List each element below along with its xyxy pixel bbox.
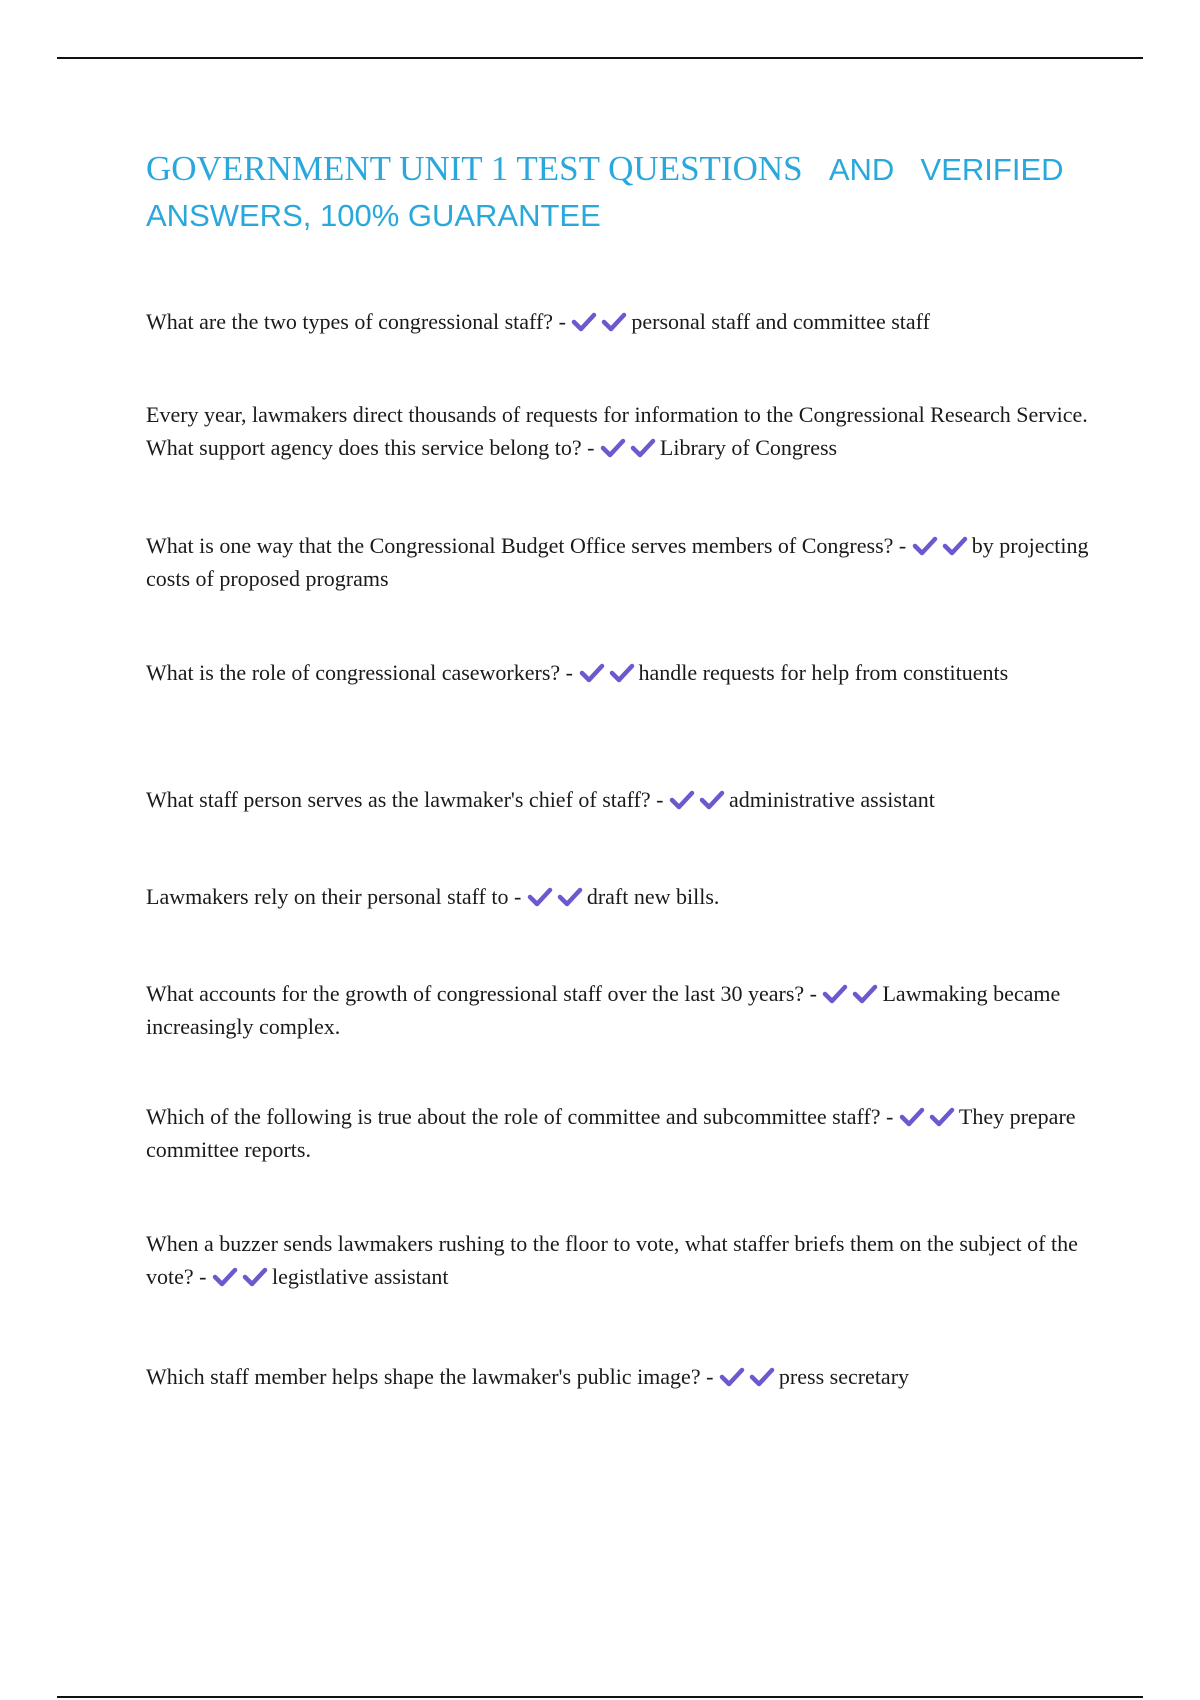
checkmark-icon [242, 1267, 268, 1287]
question-text: Lawmakers rely on their personal staff to - [146, 884, 522, 909]
answer-text: legistlative assistant [271, 1264, 449, 1289]
question-text: Every year, lawmakers direct thousands of requests for information to the Congressional Research Service. What support agency does this service belong to? - [146, 402, 1088, 460]
title-part-1: GOVERNMENT UNIT 1 TEST QUESTIONS [146, 149, 803, 188]
question-text: What staff person serves as the lawmaker's chief of staff? - [146, 787, 664, 812]
checkmark-icon [557, 887, 583, 907]
qa-item-4 [146, 656, 1096, 689]
checkmark-icon [699, 790, 725, 810]
answer-text: draft new bills. [586, 884, 720, 909]
checkmark-icon [822, 984, 848, 1004]
checkmark-icon [852, 984, 878, 1004]
question-text: What are the two types of congressional staff? - [146, 309, 566, 334]
qa-item-10 [146, 1360, 1096, 1393]
question-text: Which of the following is true about the role of committee and subcommittee staff? - [146, 1104, 894, 1129]
question-text: Which staff member helps shape the lawmaker's public image? - [146, 1364, 714, 1389]
title-line-2: ANSWERS, 100% GUARANTEE [146, 198, 601, 233]
answer-text: personal staff and committee staff [631, 309, 930, 334]
answer-text: Lawmaking became increasingly complex. [146, 981, 1061, 1039]
checkmark-icon [601, 312, 627, 332]
checkmark-icon [719, 1367, 745, 1387]
question-text: What is the role of congressional caseworkers? - [146, 660, 574, 685]
checkmark-icon [749, 1367, 775, 1387]
checkmark-icon [630, 438, 656, 458]
qa-item-8 [146, 1100, 1096, 1166]
checkmark-icon [609, 663, 635, 683]
checkmark-icon [527, 887, 553, 907]
title-part-2: AND [828, 152, 895, 187]
top-rule [57, 57, 1143, 59]
title-line-1 [146, 146, 1106, 193]
checkmark-icon [571, 312, 597, 332]
qa-item-5 [146, 783, 1096, 816]
answer-text: handle requests for help from constituents [638, 660, 1009, 685]
checkmark-icon [929, 1107, 955, 1127]
qa-item-1 [146, 305, 1096, 338]
answer-text: administrative assistant [729, 787, 935, 812]
checkmark-icon [212, 1267, 238, 1287]
answer-text: Library of Congress [659, 435, 838, 460]
checkmark-icon [942, 536, 968, 556]
checkmark-icon [912, 536, 938, 556]
qa-item-3 [146, 529, 1096, 595]
title-part-3: VERIFIED [920, 152, 1064, 187]
qa-item-7 [146, 977, 1096, 1043]
checkmark-icon [600, 438, 626, 458]
document-title [146, 146, 1106, 239]
qa-item-6 [146, 880, 1096, 913]
question-text: What is one way that the Congressional Budget Office serves members of Congress? - [146, 533, 907, 558]
checkmark-icon [899, 1107, 925, 1127]
question-text: What accounts for the growth of congressional staff over the last 30 years? - [146, 981, 817, 1006]
question-text: When a buzzer sends lawmakers rushing to the floor to vote, what staffer briefs them on the subject of the vote? - [146, 1231, 1078, 1289]
bottom-rule [57, 1696, 1143, 1698]
checkmark-icon [669, 790, 695, 810]
qa-item-9 [146, 1227, 1096, 1293]
qa-item-2 [146, 398, 1096, 464]
checkmark-icon [579, 663, 605, 683]
answer-text: by projecting costs of proposed programs [146, 533, 1089, 591]
answer-text: press secretary [778, 1364, 910, 1389]
answer-text: They prepare committee reports. [146, 1104, 1076, 1162]
